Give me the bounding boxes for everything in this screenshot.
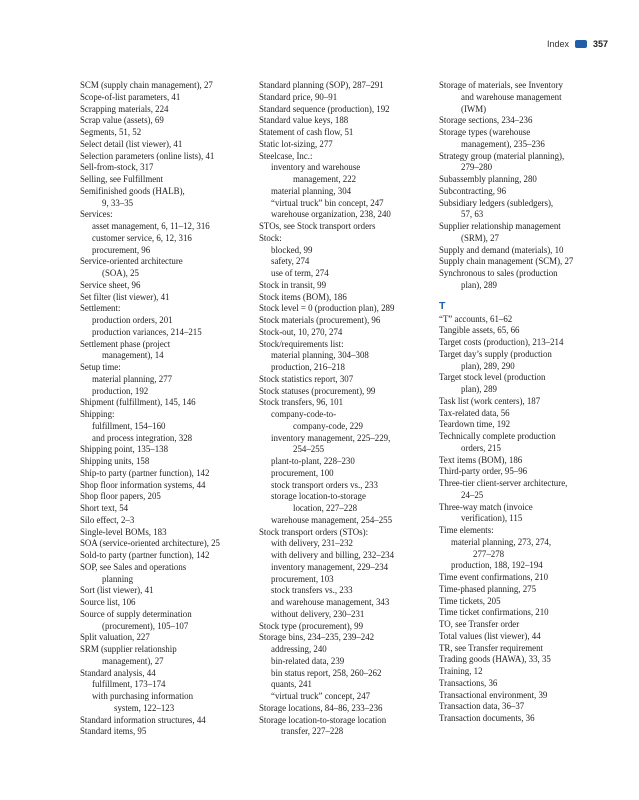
- index-entry: Shipment (fulfillment), 145, 146: [80, 397, 196, 408]
- index-entry: Subassembly planning, 280: [439, 174, 537, 184]
- index-subentry: production, 188, 192–194: [451, 560, 543, 571]
- index-entry-continuation: (IWM): [461, 103, 487, 114]
- index-entry: Text items (BOM), 186: [439, 454, 523, 465]
- index-subentry: without delivery, 230–231: [271, 608, 365, 619]
- index-entry: Time event confirmations, 210: [439, 572, 549, 582]
- index-entry: Static lot-sizing, 277: [259, 138, 333, 149]
- index-entry: Shipping units, 158: [80, 456, 150, 466]
- index-entry: Storage of materials, see Inventory: [439, 80, 563, 90]
- index-entry: Sold-to party (partner function), 142: [80, 550, 210, 560]
- index-subentry: bin status report, 258, 260–262: [271, 667, 382, 678]
- index-entry: Transaction data, 36–37: [439, 701, 525, 712]
- index-entry-continuation: transfer, 227–228: [281, 726, 344, 737]
- index-entry: Storage locations, 84–86, 233–236: [259, 702, 383, 713]
- index-entry: SOP, see Sales and operations: [80, 561, 187, 572]
- index-entry: Scope-of-list parameters, 41: [80, 91, 181, 102]
- index-subentry: fulfillment, 173–174: [92, 679, 166, 690]
- index-entry: Target stock level (production: [439, 372, 546, 383]
- index-entry: Standard information structures, 44: [80, 714, 206, 725]
- index-entry: Setup time:: [80, 362, 121, 372]
- index-entry: Trading goods (HAWA), 33, 35: [439, 654, 551, 665]
- index-entry: Scrap value (assets), 69: [80, 115, 164, 126]
- index-entry: Stock statuses (procurement), 99: [259, 385, 376, 396]
- index-entry: Source list, 106: [80, 597, 136, 607]
- index-entry: STOs, see Stock transport orders: [259, 221, 376, 231]
- index-subentry: company-code-to-: [271, 409, 337, 419]
- index-entry: Standard analysis, 44: [80, 667, 156, 678]
- index-subentry: with delivery, 231–232: [271, 538, 353, 549]
- index-entry: Stock level = 0 (production plan), 289: [259, 303, 395, 314]
- index-entry: Transaction documents, 36: [439, 713, 535, 723]
- index-entry: Selection parameters (online lists), 41: [80, 150, 215, 161]
- index-subentry: “virtual truck” concept, 247: [271, 691, 371, 701]
- index-subentry: quants, 241: [271, 679, 312, 690]
- index-subentry: inventory management, 229–234: [271, 561, 389, 572]
- index-subentry: material planning, 277: [92, 373, 173, 384]
- index-entry: Synchronous to sales (production: [439, 268, 558, 278]
- index-entry: Three-tier client-server architecture,: [439, 478, 568, 488]
- index-entry: Steelcase, Inc.:: [259, 150, 313, 161]
- index-entry: Source of supply determination: [80, 608, 192, 619]
- index-subentry: and warehouse management, 343: [271, 597, 390, 607]
- index-entry-continuation: verification), 115: [461, 513, 523, 524]
- index-subentry: customer service, 6, 12, 316: [92, 232, 192, 243]
- page-number: 357: [592, 39, 608, 49]
- index-subentry: and process integration, 328: [92, 432, 193, 443]
- index-subentry: safety, 274: [271, 256, 310, 267]
- index-entry: Time ticket confirmations, 210: [439, 607, 549, 618]
- index-entry: TO, see Transfer order: [439, 619, 520, 629]
- index-subentry: addressing, 240: [271, 644, 327, 654]
- index-entry-continuation: location, 227–228: [293, 503, 358, 513]
- index-subentry: storage location-to-storage: [271, 491, 366, 502]
- index-entry-continuation: 277–278: [473, 548, 505, 559]
- index-subentry: production, 192: [92, 385, 149, 396]
- index-entry: Selling, see Fulfillment: [80, 174, 164, 184]
- index-entry: Time-phased planning, 275: [439, 583, 537, 594]
- index-entry-continuation: orders, 215: [461, 442, 501, 453]
- index-entry: Scrapping materials, 224: [80, 103, 169, 114]
- index-entry-continuation: plan), 289: [461, 279, 497, 290]
- index-subentry: plant-to-plant, 228–230: [271, 456, 355, 466]
- index-entry-continuation: planning: [102, 573, 134, 584]
- index-entry-continuation: plan), 289, 290: [461, 360, 515, 371]
- index-entry: Storage location-to-storage location: [259, 714, 387, 725]
- index-subentry: with delivery and billing, 232–234: [271, 550, 395, 560]
- index-entry-continuation: and warehouse management: [461, 91, 562, 102]
- index-entry: Ship-to party (partner function), 142: [80, 467, 210, 478]
- index-entry: Time tickets, 205: [439, 595, 501, 606]
- index-entry: Storage sections, 234–236: [439, 115, 533, 126]
- index-subentry: material planning, 273, 274,: [451, 536, 552, 547]
- index-entry: Stock:: [259, 232, 282, 243]
- index-entry: Short text, 54: [80, 503, 129, 513]
- index-entry: Subsidiary ledgers (subledgers),: [439, 197, 554, 208]
- index-entry: Sell-from-stock, 317: [80, 162, 154, 173]
- index-entry: Third-party order, 95–96: [439, 466, 528, 477]
- index-entry: Stock materials (procurement), 96: [259, 315, 381, 325]
- index-entry: SOA (service-oriented architecture), 25: [80, 538, 220, 549]
- index-entry-continuation: (SOA), 25: [102, 268, 139, 278]
- index-subentry: procurement, 100: [271, 467, 334, 478]
- index-subentry: fulfillment, 154–160: [92, 420, 166, 431]
- index-entry: Technically complete production: [439, 431, 556, 441]
- index-entry-continuation: 24–25: [461, 489, 484, 500]
- index-entry: Standard planning (SOP), 287–291: [259, 80, 384, 90]
- index-subentry: bin-related data, 239: [271, 655, 345, 666]
- index-column-1: [80, 80, 252, 738]
- index-entry: TR, see Transfer requirement: [439, 642, 544, 653]
- index-subentry: stock transfers vs., 233: [271, 585, 353, 596]
- index-entry: Shipping point, 135–138: [80, 444, 169, 455]
- index-subentry: with purchasing information: [92, 691, 194, 701]
- index-subentry: material planning, 304: [271, 185, 352, 196]
- index-entry-continuation: 254–255: [293, 444, 325, 455]
- index-entry: Settlement phase (project: [80, 338, 171, 349]
- index-subentry: use of term, 274: [271, 268, 329, 278]
- index-entry: Storage bins, 234–235, 239–242: [259, 632, 375, 643]
- index-entry: Set filter (list viewer), 41: [80, 291, 170, 302]
- index-entry: Tangible assets, 65, 66: [439, 325, 520, 336]
- index-entry-continuation: 9, 33–35: [102, 197, 134, 208]
- page-header: [547, 37, 608, 51]
- index-entry: Supplier relationship management: [439, 221, 561, 231]
- index-subentry: asset management, 6, 11–12, 316: [92, 221, 210, 231]
- index-entry: Stock transport orders (STOs):: [259, 526, 369, 537]
- index-entry: Stock items (BOM), 186: [259, 291, 347, 302]
- index-entry: Subcontracting, 96: [439, 185, 507, 196]
- index-entry: Standard sequence (production), 192: [259, 103, 390, 114]
- index-entry: Transactional environment, 39: [439, 689, 548, 700]
- index-entry-continuation: plan), 289: [461, 384, 497, 394]
- index-entry: Shop floor papers, 205: [80, 491, 161, 502]
- index-entry: Tax-related data, 56: [439, 407, 510, 418]
- index-entry: Target day’s supply (production: [439, 348, 552, 359]
- index-entry-continuation: company-code, 229: [293, 420, 363, 431]
- index-column-3: [439, 80, 611, 725]
- index-entry-continuation: management), 235–236: [461, 138, 545, 149]
- index-subentry: warehouse organization, 238, 240: [271, 209, 391, 220]
- index-entry: Strategy group (material planning),: [439, 150, 565, 161]
- index-entry-continuation: management, 222: [293, 174, 357, 184]
- index-subentry: blocked, 99: [271, 244, 313, 255]
- index-entry: Shipping:: [80, 409, 115, 419]
- index-entry: Segments, 51, 52: [80, 127, 142, 137]
- index-entry: Service-oriented architecture: [80, 256, 183, 267]
- index-subentry: production, 216–218: [271, 362, 345, 372]
- index-subentry: procurement, 96: [92, 244, 151, 255]
- index-entry: Stock type (procurement), 99: [259, 620, 364, 631]
- index-entry: Silo effect, 2–3: [80, 514, 135, 525]
- header-accent-bar: [575, 40, 587, 48]
- index-entry: Supply and demand (materials), 10: [439, 244, 564, 255]
- index-entry: Stock-out, 10, 270, 274: [259, 326, 343, 337]
- index-entry: Task list (work centers), 187: [439, 395, 541, 406]
- index-entry-continuation: management), 14: [102, 350, 164, 361]
- index-entry: SCM (supply chain management), 27: [80, 80, 213, 90]
- index-entry: Storage types (warehouse: [439, 127, 531, 137]
- index-entry: Split valuation, 227: [80, 632, 150, 643]
- index-entry: Settlement:: [80, 303, 121, 314]
- section-letter: T: [439, 299, 446, 312]
- index-entry: Stock statistics report, 307: [259, 373, 354, 384]
- index-column-2: [259, 80, 433, 738]
- index-entry: Training, 12: [439, 666, 483, 676]
- index-entry: Supply chain management (SCM), 27: [439, 256, 574, 267]
- index-subentry: inventory and warehouse: [271, 162, 361, 173]
- index-entry: Standard price, 90–91: [259, 91, 338, 102]
- index-entry: Teardown time, 192: [439, 419, 511, 430]
- index-entry: Total values (list viewer), 44: [439, 630, 541, 641]
- index-entry: Select detail (list viewer), 41: [80, 138, 183, 149]
- index-entry: Service sheet, 96: [80, 279, 141, 290]
- index-subentry: warehouse management, 254–255: [271, 514, 393, 525]
- index-subentry: production orders, 201: [92, 315, 173, 325]
- index-entry: Services:: [80, 209, 113, 220]
- index-entry-continuation: management), 27: [102, 655, 164, 666]
- index-entry-continuation: 57, 63: [461, 209, 484, 220]
- index-entry: Single-level BOMs, 183: [80, 526, 167, 537]
- index-entry-continuation: 279–280: [461, 162, 493, 173]
- index-subentry: procurement, 103: [271, 573, 334, 584]
- index-subentry: production variances, 214–215: [92, 326, 202, 337]
- index-entry: Semifinished goods (HALB),: [80, 185, 185, 196]
- index-entry: Time elements:: [439, 525, 494, 535]
- index-entry-continuation: system, 122–123: [114, 702, 175, 713]
- index-entry: Statement of cash flow, 51: [259, 127, 354, 137]
- index-subentry: material planning, 304–308: [271, 350, 369, 361]
- index-entry: Standard value keys, 188: [259, 115, 349, 126]
- index-subentry: inventory management, 225–229,: [271, 432, 391, 443]
- running-head-title: Index: [546, 39, 569, 49]
- index-entry: Three-way match (invoice: [439, 501, 533, 512]
- index-entry-continuation: (SRM), 27: [461, 232, 499, 243]
- index-entry: Transactions, 36: [439, 677, 498, 688]
- index-entry: Standard items, 95: [80, 726, 147, 737]
- index-entry: Target costs (production), 213–214: [439, 337, 564, 347]
- index-entry: SRM (supplier relationship: [80, 644, 177, 654]
- index-entry-continuation: (procurement), 105–107: [102, 620, 189, 631]
- index-entry: Stock/requirements list:: [259, 338, 344, 349]
- index-subentry: stock transport orders vs., 233: [271, 479, 378, 490]
- index-entry: Shop floor information systems, 44: [80, 479, 206, 490]
- index-entry: Sort (list viewer), 41: [80, 585, 154, 596]
- index-subentry: “virtual truck” bin concept, 247: [271, 197, 384, 208]
- index-entry: “T” accounts, 61–62: [439, 313, 513, 324]
- index-entry: Stock transfers, 96, 101: [259, 397, 344, 408]
- index-entry: Stock in transit, 99: [259, 279, 327, 290]
